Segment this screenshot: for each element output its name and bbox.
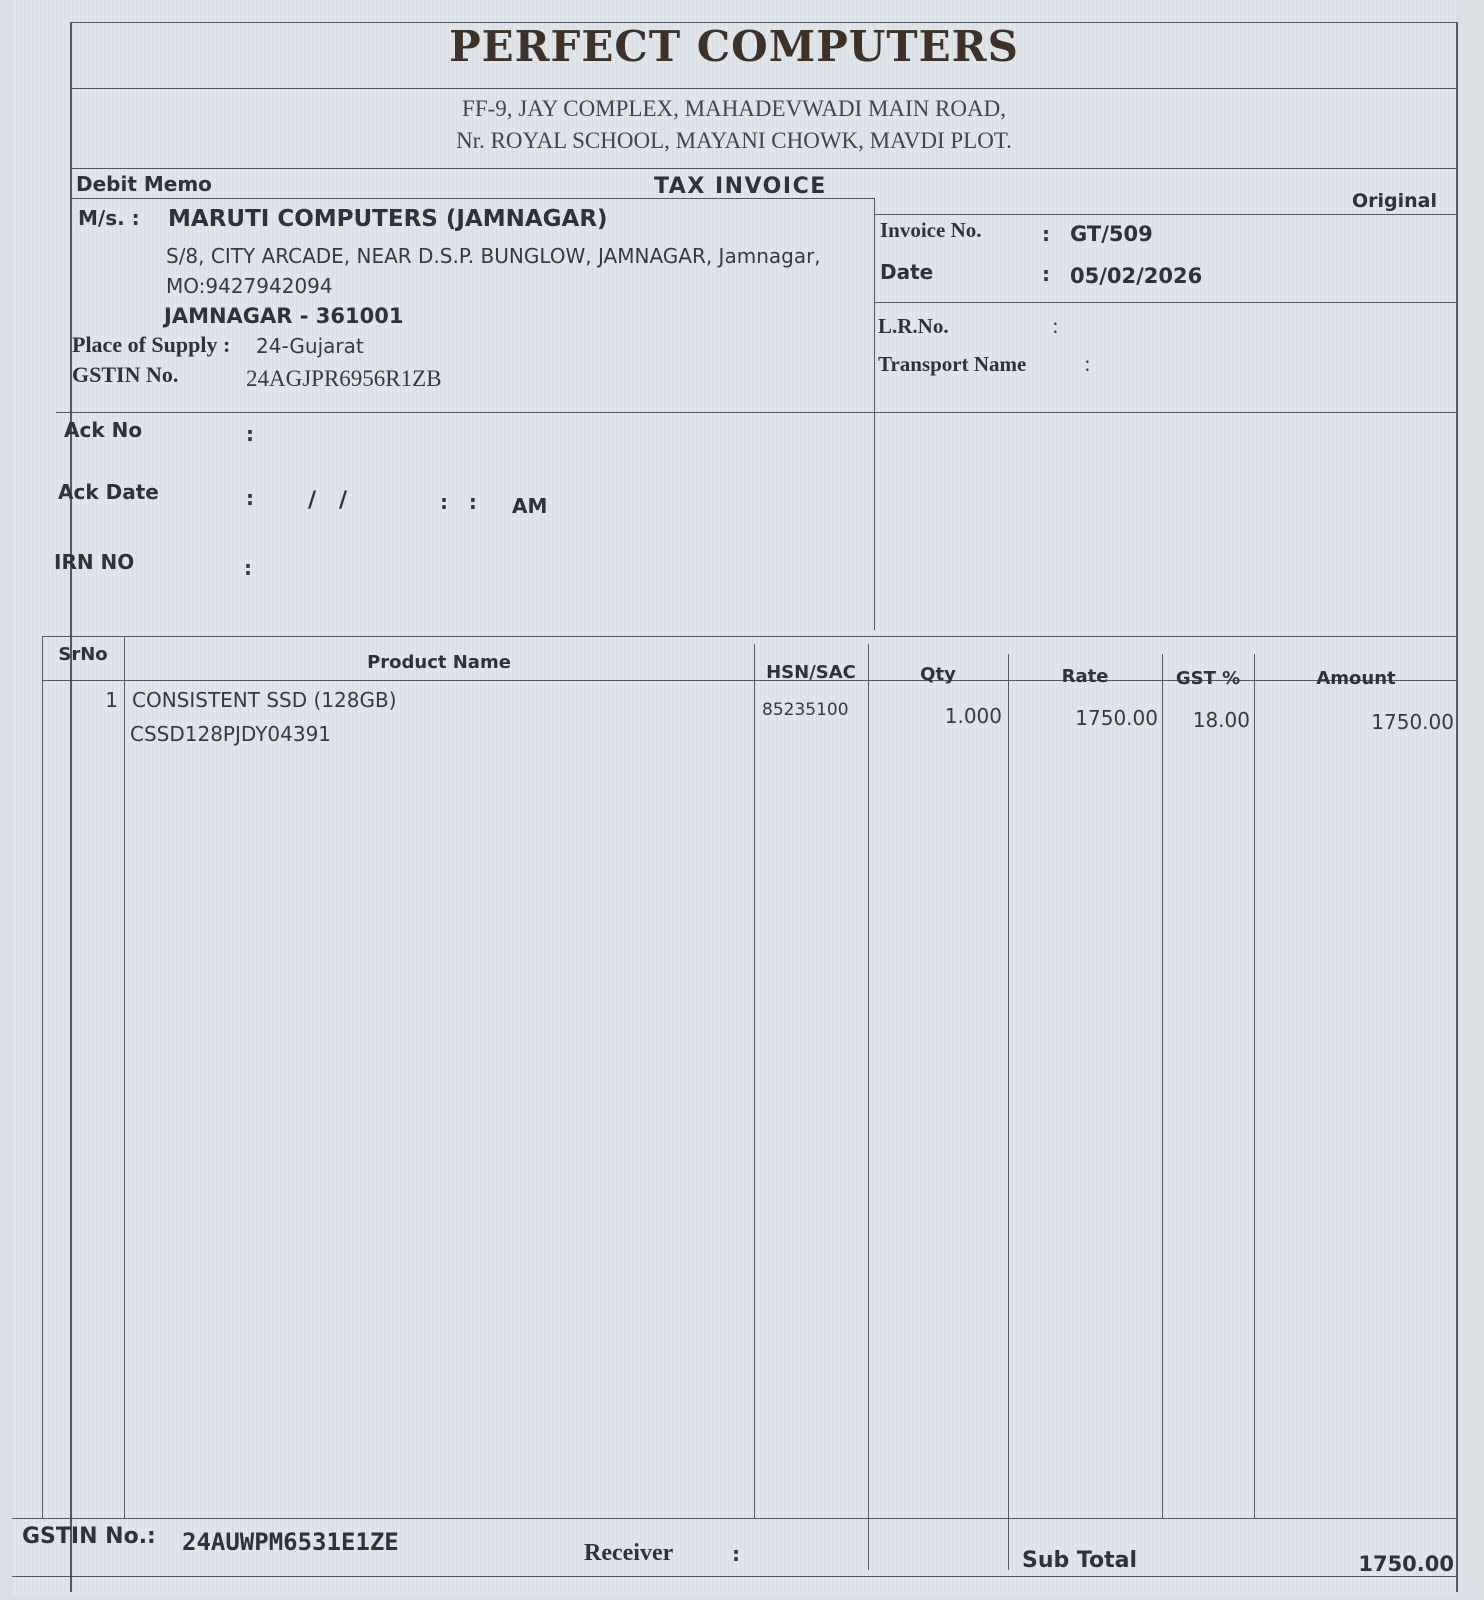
invoice-date-label: Date <box>880 260 934 284</box>
company-address-line2: Nr. ROYAL SCHOOL, MAYANI CHOWK, MAVDI PLOT. <box>456 128 1012 153</box>
divider <box>12 1518 1458 1519</box>
lr-no-label: L.R.No. <box>878 314 949 338</box>
transport-name-label: Transport Name <box>878 352 1027 376</box>
transport-name-colon: : <box>1084 352 1091 376</box>
buyer-name: MARUTI COMPUTERS (JAMNAGAR) <box>168 206 608 232</box>
col-header-gst: GST % <box>1175 668 1241 689</box>
divider <box>70 198 874 199</box>
divider <box>1008 654 1009 1570</box>
seller-gstin-label: GSTIN No.: <box>22 1524 156 1549</box>
subtotal-label: Sub Total <box>1022 1548 1138 1573</box>
buyer-gstin-value: 24AGJPR6956R1ZB <box>246 366 442 391</box>
invoice-date-colon: : <box>1042 262 1050 286</box>
col-header-qty: Qty <box>920 664 956 685</box>
invoice-date-value: 05/02/2026 <box>1070 264 1203 288</box>
ack-ampm: AM <box>512 494 548 518</box>
place-of-supply-value: 24-Gujarat <box>256 334 364 358</box>
memo-type: Debit Memo <box>76 172 212 196</box>
row-hsn: 85235100 <box>762 700 849 720</box>
divider <box>42 636 43 1518</box>
company-name: PERFECT COMPUTERS <box>449 22 1019 71</box>
divider <box>874 198 875 630</box>
buyer-city: JAMNAGAR - 361001 <box>164 304 404 328</box>
divider <box>874 302 1458 303</box>
divider <box>754 644 755 1518</box>
row-srno: 1 <box>105 688 118 712</box>
buyer-address: S/8, CITY ARCADE, NEAR D.S.P. BUNGLOW, JAMNAGAR, Jamnagar, <box>166 244 821 268</box>
seller-gstin-value: 24AUWPM6531E1ZE <box>182 1528 399 1556</box>
row-qty: 1.000 <box>944 704 1002 728</box>
col-header-product: Product Name <box>367 652 511 673</box>
row-rate: 1750.00 <box>1075 706 1158 730</box>
divider <box>72 168 1458 169</box>
invoice-no-colon: : <box>1042 222 1050 246</box>
col-header-srno: SrNo <box>58 644 108 665</box>
ms-label: M/s. : <box>78 206 140 230</box>
buyer-gstin-label: GSTIN No. <box>72 362 179 387</box>
divider <box>42 636 1458 637</box>
divider <box>12 1576 1458 1577</box>
row-product-serial: CSSD128PJDY04391 <box>130 722 332 746</box>
receiver-colon: : <box>732 1542 740 1566</box>
col-header-amount: Amount <box>1316 668 1396 689</box>
copy-label: Original <box>1352 190 1438 212</box>
invoice-no-value: GT/509 <box>1070 222 1153 246</box>
divider <box>874 214 1458 215</box>
ack-date-colon: : <box>246 486 254 510</box>
doc-title: TAX INVOICE <box>654 174 827 199</box>
company-address-line1: FF-9, JAY COMPLEX, MAHADEVWADI MAIN ROAD, <box>462 96 1006 121</box>
divider <box>868 644 869 1570</box>
divider <box>72 88 1458 89</box>
divider <box>1162 654 1163 1518</box>
invoice-sheet <box>12 0 1456 1596</box>
ack-no-colon: : <box>246 422 254 446</box>
divider <box>1254 654 1255 1518</box>
ack-no-label: Ack No <box>64 418 143 442</box>
row-amount: 1750.00 <box>1371 710 1454 734</box>
irn-no-colon: : <box>244 556 252 580</box>
invoice-no-label: Invoice No. <box>880 218 982 242</box>
ack-date-label: Ack Date <box>58 480 159 504</box>
col-header-hsn: HSN/SAC <box>766 662 856 683</box>
divider <box>124 636 125 1518</box>
divider <box>56 412 1458 413</box>
receiver-label: Receiver <box>584 1540 674 1566</box>
ack-time-colons: : : <box>440 490 477 514</box>
place-of-supply-label: Place of Supply : <box>72 332 231 357</box>
row-product-name: CONSISTENT SSD (128GB) <box>132 688 397 712</box>
irn-no-label: IRN NO <box>54 550 135 574</box>
col-header-rate: Rate <box>1061 666 1109 687</box>
subtotal-value: 1750.00 <box>1358 1552 1454 1576</box>
row-gst: 18.00 <box>1192 708 1250 732</box>
lr-no-colon: : <box>1052 314 1059 338</box>
ack-date-slashes: / / <box>308 488 348 513</box>
buyer-mobile: MO:9427942094 <box>166 274 333 298</box>
